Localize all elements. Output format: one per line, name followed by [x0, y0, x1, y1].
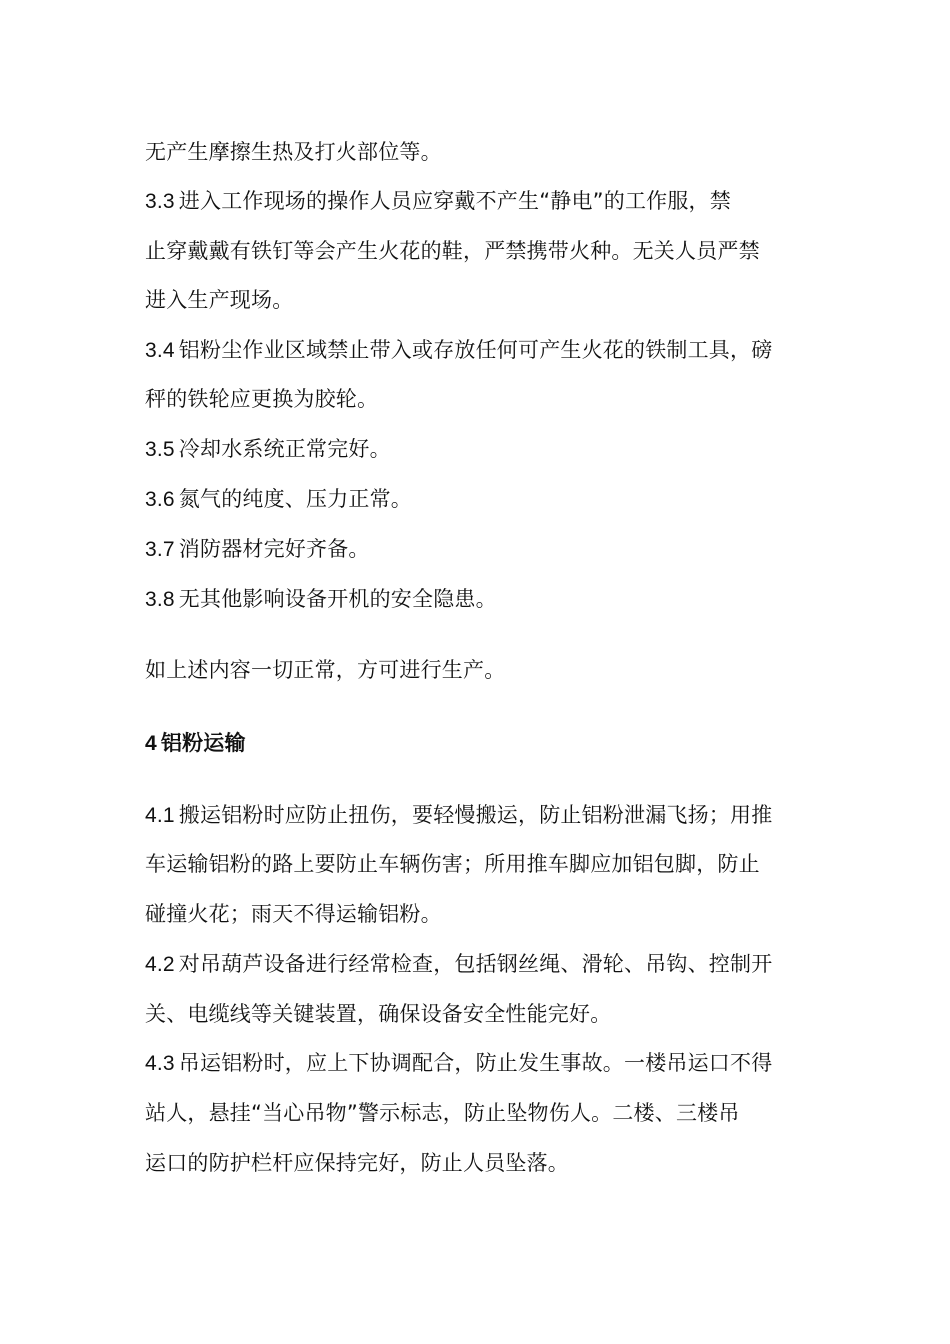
line-text: 关、电缆线等关键装置，确保设备安全性能完好。 — [145, 1002, 612, 1026]
line-text: 秤的铁轮应更换为胶轮。 — [145, 387, 379, 411]
section-number: 4 — [145, 732, 157, 755]
clause-number: 4.1 — [145, 804, 175, 827]
line-text: 如上述内容一切正常，方可进行生产。 — [145, 658, 506, 682]
clause-4-2-line — [145, 949, 825, 980]
section-title: 铝粉运输 — [160, 731, 246, 755]
paragraph-line — [145, 849, 825, 879]
clause-number: 3.3 — [145, 190, 175, 213]
section-4-heading — [145, 728, 825, 759]
paragraph-line — [145, 999, 825, 1029]
line-text: 运口的防护栏杆应保持完好，防止人员坠落。 — [145, 1151, 569, 1175]
clause-3-7-line — [145, 534, 825, 565]
paragraph-line — [145, 285, 825, 315]
paragraph-line — [145, 384, 825, 414]
line-text: 车运输铝粉的路上要防止车辆伤害；所用推车脚应加铝包脚，防止 — [145, 852, 760, 876]
clause-3-3-line — [145, 186, 825, 217]
clause-number: 4.3 — [145, 1052, 175, 1075]
line-text: 无产生摩擦生热及打火部位等。 — [145, 140, 442, 164]
line-text: 进入生产现场。 — [145, 288, 294, 312]
line-text: 对吊葫芦设备进行经常检查，包括钢丝绳、滑轮、吊钩、控制开 — [178, 952, 773, 976]
clause-4-3-line — [145, 1048, 825, 1079]
clause-number: 3.7 — [145, 538, 175, 561]
line-text: 冷却水系统正常完好。 — [178, 437, 391, 461]
line-text: 铝粉尘作业区域禁止带入或存放任何可产生火花的铁制工具，磅 — [178, 338, 773, 362]
paragraph-line — [145, 1098, 825, 1128]
clause-number: 4.2 — [145, 953, 175, 976]
clause-3-4-line — [145, 335, 825, 366]
line-text: 消防器材完好齐备。 — [178, 537, 370, 561]
line-text: 搬运铝粉时应防止扭伤，要轻慢搬运，防止铝粉泄漏飞扬；用推 — [178, 803, 773, 827]
line-text: 进入工作现场的操作人员应穿戴不产生“静电”的工作服，禁 — [178, 189, 731, 213]
paragraph-line — [145, 1148, 825, 1178]
clause-4-1-line — [145, 800, 825, 831]
clause-3-8-line — [145, 584, 825, 615]
clause-3-5-line — [145, 434, 825, 465]
line-text: 止穿戴戴有铁钉等会产生火花的鞋，严禁携带火种。无关人员严禁 — [145, 239, 760, 263]
clause-number: 3.5 — [145, 438, 175, 461]
conclusion-line — [145, 655, 825, 685]
line-text: 站人，悬挂“当心吊物”警示标志，防止坠物伤人。二楼、三楼吊 — [145, 1101, 740, 1125]
line-text: 无其他影响设备开机的安全隐患。 — [178, 587, 497, 611]
line-text: 氮气的纯度、压力正常。 — [178, 487, 412, 511]
clause-number: 3.8 — [145, 588, 175, 611]
clause-3-6-line — [145, 484, 825, 515]
line-text: 碰撞火花；雨天不得运输铝粉。 — [145, 902, 442, 926]
clause-number: 3.4 — [145, 339, 175, 362]
clause-number: 3.6 — [145, 488, 175, 511]
line-text: 吊运铝粉时，应上下协调配合，防止发生事故。一楼吊运口不得 — [178, 1051, 773, 1075]
paragraph-line — [145, 137, 825, 167]
paragraph-line — [145, 236, 825, 266]
paragraph-line — [145, 899, 825, 929]
